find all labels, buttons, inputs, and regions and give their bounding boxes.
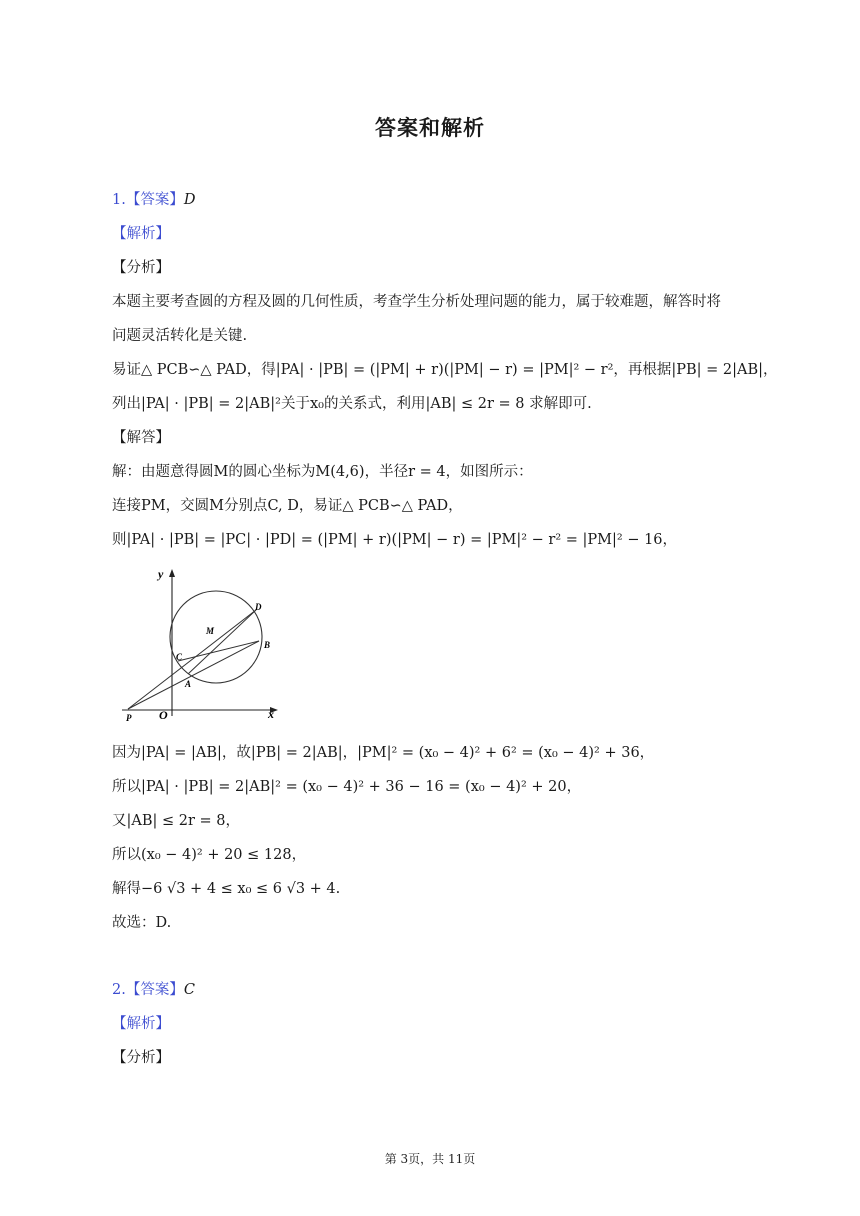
line-cb [178, 641, 259, 661]
q1-solution-line-2: 连接PM，交圆M分别点C, D，易证△ PCB∽△ PAD， [112, 498, 463, 514]
y-axis-arrow-icon [169, 569, 175, 577]
q1-solution-line-7: 所以(x₀ − 4)² + 20 ≤ 128， [112, 847, 307, 863]
q1-solution-line-3: 则|PA| · |PB| = |PC| · |PD| = (|PM| + r)(|PM| − r) = |PM|² − r² = |PM|² − 16， [112, 532, 678, 548]
q1-solution-line-1: 解：由题意得圆M的圆心坐标为M(4,6)，半径r = 4，如图所示： [112, 464, 533, 480]
label-c: C [176, 652, 183, 662]
q1-solution-line-6: 又|AB| ≤ 2r = 8， [112, 813, 241, 829]
label-y: y [158, 567, 164, 581]
label-x: x [268, 707, 274, 721]
q2-answer-value: C [183, 982, 195, 998]
label-d: D [255, 602, 262, 612]
q1-jiexi-heading: 【解析】 [112, 226, 170, 242]
q1-analysis-line-1: 本题主要考查圆的方程及圆的几何性质，考查学生分析处理问题的能力，属于较难题，解答时将 [112, 294, 721, 310]
q1-solution-line-8: 解得−6 √3 + 4 ≤ x₀ ≤ 6 √3 + 4. [112, 881, 341, 897]
line-pb [128, 641, 259, 709]
label-a: A [185, 679, 192, 689]
label-origin: O [159, 708, 168, 722]
page-title: 答案和解析 [375, 115, 485, 140]
q1-solution-line-5: 所以|PA| · |PB| = 2|AB|² = (x₀ − 4)² + 36 − 16 = (x₀ − 4)² + 20， [112, 779, 582, 795]
label-m: M [206, 626, 215, 636]
line-pd [128, 610, 256, 709]
q1-solution-line-9: 故选：D. [112, 915, 172, 931]
q2-answer-label: 2.【答案】 [112, 982, 184, 998]
label-p: P [126, 713, 132, 723]
circle-m [170, 591, 262, 683]
q2-jiexi-heading: 【解析】 [112, 1016, 170, 1032]
geometry-figure [118, 566, 282, 724]
q1-analysis-line-3: 易证△ PCB∽△ PAD，得|PA| · |PB| = (|PM| + r)(|PM| − r) = |PM|² − r²，再根据|PB| = 2|AB|， [112, 362, 778, 378]
q1-answer-line [112, 190, 760, 210]
page-footer: 第 3页，共 11页 [384, 1152, 476, 1166]
line-ad [188, 610, 256, 674]
label-b: B [264, 640, 271, 650]
q1-jieda-heading: 【解答】 [112, 430, 170, 446]
q2-answer-line [112, 980, 760, 1000]
q2-fenxi-heading: 【分析】 [112, 1050, 170, 1066]
q1-answer-label: 1.【答案】 [112, 192, 184, 208]
q1-solution-line-4: 因为|PA| = |AB|，故|PB| = 2|AB|，|PM|² = (x₀ − 4)² + 6² = (x₀ − 4)² + 36， [112, 745, 655, 761]
q1-analysis-line-2: 问题灵活转化是关键. [112, 328, 248, 344]
q1-analysis-line-4: 列出|PA| · |PB| = 2|AB|²关于x₀的关系式，利用|AB| ≤ 2r = 8 求解即可. [112, 396, 592, 412]
q1-answer-value: D [183, 192, 196, 208]
q1-fenxi-heading: 【分析】 [112, 260, 170, 276]
